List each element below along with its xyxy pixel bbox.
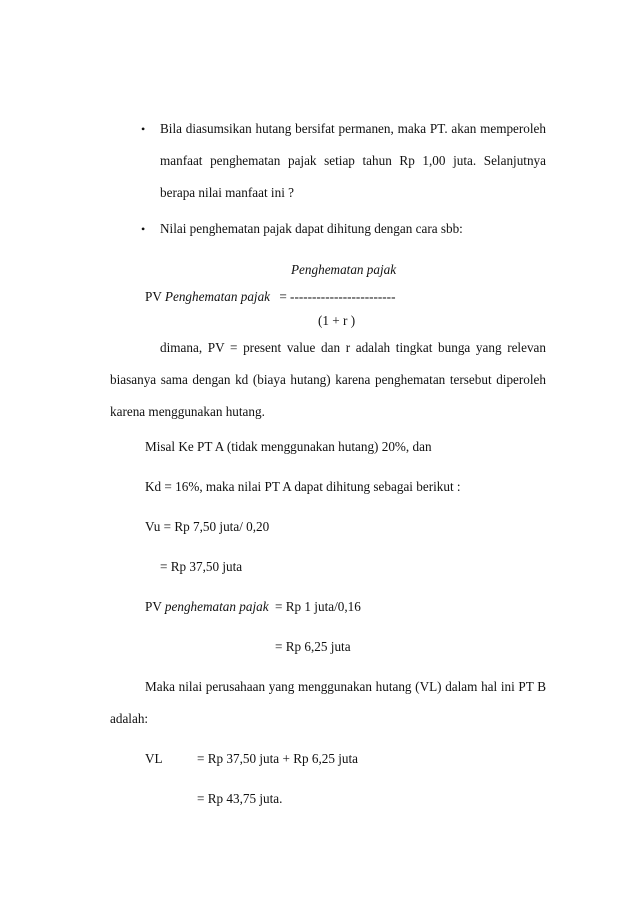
formula-lhs: [145, 289, 395, 305]
conclusion-line-1: Maka nilai perusahaan yang menggunakan hutang (VL) dalam hal ini PT B: [145, 679, 546, 694]
pv-italic: penghematan pajak: [164, 599, 269, 614]
vl-label: VL: [145, 751, 163, 766]
pv-line: [145, 599, 269, 615]
formula-numerator: Penghematan pajak: [291, 262, 397, 277]
explanation-line-3: karena menggunakan hutang.: [110, 404, 265, 419]
vu-result: = Rp 37,50 juta: [160, 559, 243, 574]
pv-result: = Rp 6,25 juta: [275, 639, 351, 654]
bullet-marker: •: [141, 222, 146, 236]
formula-lhs-italic: Penghematan pajak: [164, 289, 271, 304]
vl-line-1: = Rp 37,50 juta + Rp 6,25 juta: [197, 751, 359, 766]
example-line-1: Misal Ke PT A (tidak menggunakan hutang) 20%, dan: [145, 439, 432, 454]
formula-fraction-bar: = ------------------------: [279, 289, 396, 304]
bullet-1-line-1: Bila diasumsikan hutang bersifat permanen, maka PT. akan memperoleh: [160, 121, 546, 136]
bullet-2-line-1: Nilai penghematan pajak dapat dihitung dengan cara sbb:: [160, 221, 463, 236]
bullet-marker: •: [141, 122, 146, 136]
bullet-1-line-3: berapa nilai manfaat ini ?: [160, 185, 295, 200]
explanation-line-1: dimana, PV = present value dan r adalah tingkat bunga yang relevan: [160, 340, 546, 355]
formula-denominator: (1 + r ): [318, 313, 356, 328]
bullet-1-line-2: manfaat penghematan pajak setiap tahun Rp 1,00 juta. Selanjutnya: [160, 153, 546, 168]
example-line-2: Kd = 16%, maka nilai PT A dapat dihitung sebagai berikut :: [145, 479, 461, 494]
vu-formula: Vu = Rp 7,50 juta/ 0,20: [145, 519, 270, 534]
conclusion-line-2: adalah:: [110, 711, 149, 726]
vl-line-2: = Rp 43,75 juta.: [197, 791, 283, 806]
pv-prefix: PV: [145, 599, 165, 614]
pv-value: = Rp 1 juta/0,16: [275, 599, 361, 614]
formula-lhs-prefix: PV: [145, 289, 165, 304]
explanation-line-2: biasanya sama dengan kd (biaya hutang) karena penghematan tersebut diperoleh: [110, 372, 546, 387]
